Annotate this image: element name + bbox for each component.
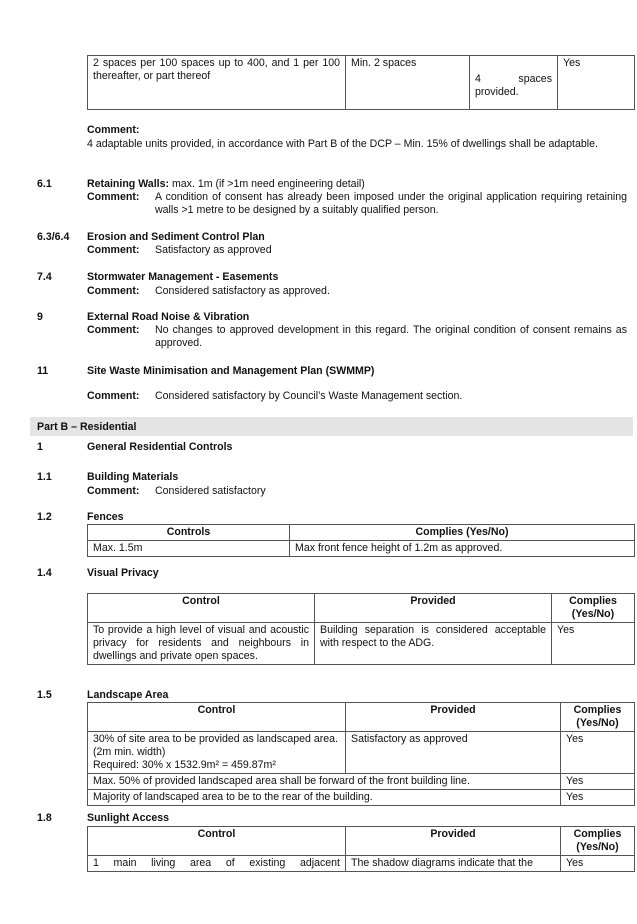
column-header: Controls	[88, 525, 290, 541]
section-number: 11	[37, 365, 49, 377]
complies-cell: Yes	[561, 856, 635, 872]
table-header-row	[88, 703, 635, 732]
fences-table	[87, 524, 635, 557]
section-title: Erosion and Sediment Control Plan	[87, 231, 265, 243]
section-number: 6.1	[37, 178, 52, 190]
column-header: Provided	[346, 827, 561, 856]
control-cell: 2 spaces per 100 spaces up to 400, and 1 per 100 thereafter, or part thereof	[88, 56, 346, 110]
section-number: 1.2	[37, 511, 52, 523]
provided-cell: 4 spaces provided.	[470, 56, 558, 110]
section-title: Fences	[87, 511, 124, 523]
table-header-row	[88, 827, 635, 856]
column-header: Complies (Yes/No)	[290, 525, 635, 541]
section-number: 7.4	[37, 271, 52, 283]
column-header: Complies (Yes/No)	[561, 703, 635, 732]
provided-cell: The shadow diagrams indicate that the	[346, 856, 561, 872]
table-header-row	[88, 594, 635, 623]
table-row	[88, 774, 635, 790]
parking-table	[87, 55, 635, 110]
complies-cell: Yes	[552, 623, 635, 665]
table-row	[88, 623, 635, 665]
section-title: Building Materials	[87, 471, 179, 483]
sunlight-table	[87, 826, 635, 872]
visual-privacy-table	[87, 593, 635, 665]
table-header-row	[88, 525, 635, 541]
complies-cell: Max front fence height of 1.2m as approved.	[290, 541, 635, 557]
table-row	[88, 732, 635, 774]
column-header: Control	[88, 594, 315, 623]
section-comment: Comment: Considered satisfactory as approved.	[87, 285, 330, 297]
adaptable-comment-label: Comment:	[87, 124, 140, 136]
section-number: 1	[37, 441, 43, 453]
section-title: Landscape Area	[87, 689, 169, 701]
control-cell: Max. 1.5m	[88, 541, 290, 557]
section-title: General Residential Controls	[87, 441, 233, 453]
section-comment: Comment: Satisfactory as approved	[87, 244, 272, 256]
section-comment: Comment: A condition of consent has already been imposed under the original application requiring retaining walls >1 metre to be designed by a suitably qualified person.	[87, 191, 627, 216]
control-cell: To provide a high level of visual and acoustic privacy for residents and neighbours in dwellings and private open spaces.	[88, 623, 315, 665]
landscape-table	[87, 702, 635, 806]
section-number: 1.8	[37, 812, 52, 824]
section-title: Sunlight Access	[87, 812, 170, 824]
adaptable-comment-text: 4 adaptable units provided, in accordance with Part B of the DCP – Min. 15% of dwellings shall be adaptable.	[87, 138, 598, 150]
complies-cell: Yes	[561, 732, 635, 774]
section-number: 6.3/6.4	[37, 231, 70, 243]
control-cell: 30% of site area to be provided as landscaped area.(2m min. width) Required: 30% x 1532.9m² = 459.87m²	[88, 732, 346, 774]
control-cell: 1 main living area of existing adjacent	[88, 856, 346, 872]
control-cell: Max. 50% of provided landscaped area shall be forward of the front building line.	[88, 774, 561, 790]
section-title: Retaining Walls: max. 1m (if >1m need engineering detail)	[87, 178, 365, 190]
section-title: Site Waste Minimisation and Management Plan (SWMMP)	[87, 365, 375, 377]
section-number: 9	[37, 311, 43, 323]
section-title: Stormwater Management - Easements	[87, 271, 279, 283]
provided-cell: Satisfactory as approved	[346, 732, 561, 774]
provided-cell: Building separation is considered acceptable with respect to the ADG.	[315, 623, 552, 665]
section-number: 1.4	[37, 567, 52, 579]
complies-cell: Yes	[561, 790, 635, 806]
column-header: Complies (Yes/No)	[561, 827, 635, 856]
table-row	[88, 541, 635, 557]
complies-cell: Yes	[561, 774, 635, 790]
column-header: Provided	[346, 703, 561, 732]
table-row	[88, 790, 635, 806]
section-title: Visual Privacy	[87, 567, 159, 579]
table-row	[88, 856, 635, 872]
section-title: External Road Noise & Vibration	[87, 311, 250, 323]
column-header: Provided	[315, 594, 552, 623]
section-comment: Comment: Considered satisfactory	[87, 485, 266, 497]
section-comment: Comment: Considered satisfactory by Council’s Waste Management section.	[87, 390, 463, 402]
table-row	[88, 56, 635, 110]
section-comment: Comment: No changes to approved development in this regard. The original condition of consent remains as approved.	[87, 324, 627, 349]
required-cell: Min. 2 spaces	[346, 56, 470, 110]
complies-cell: Yes	[558, 56, 635, 110]
column-header: Control	[88, 827, 346, 856]
section-number: 1.5	[37, 689, 52, 701]
control-cell: Majority of landscaped area to be to the rear of the building.	[88, 790, 561, 806]
column-header: Control	[88, 703, 346, 732]
column-header: Complies (Yes/No)	[552, 594, 635, 623]
part-b-heading: Part B – Residential	[37, 421, 137, 433]
section-number: 1.1	[37, 471, 52, 483]
